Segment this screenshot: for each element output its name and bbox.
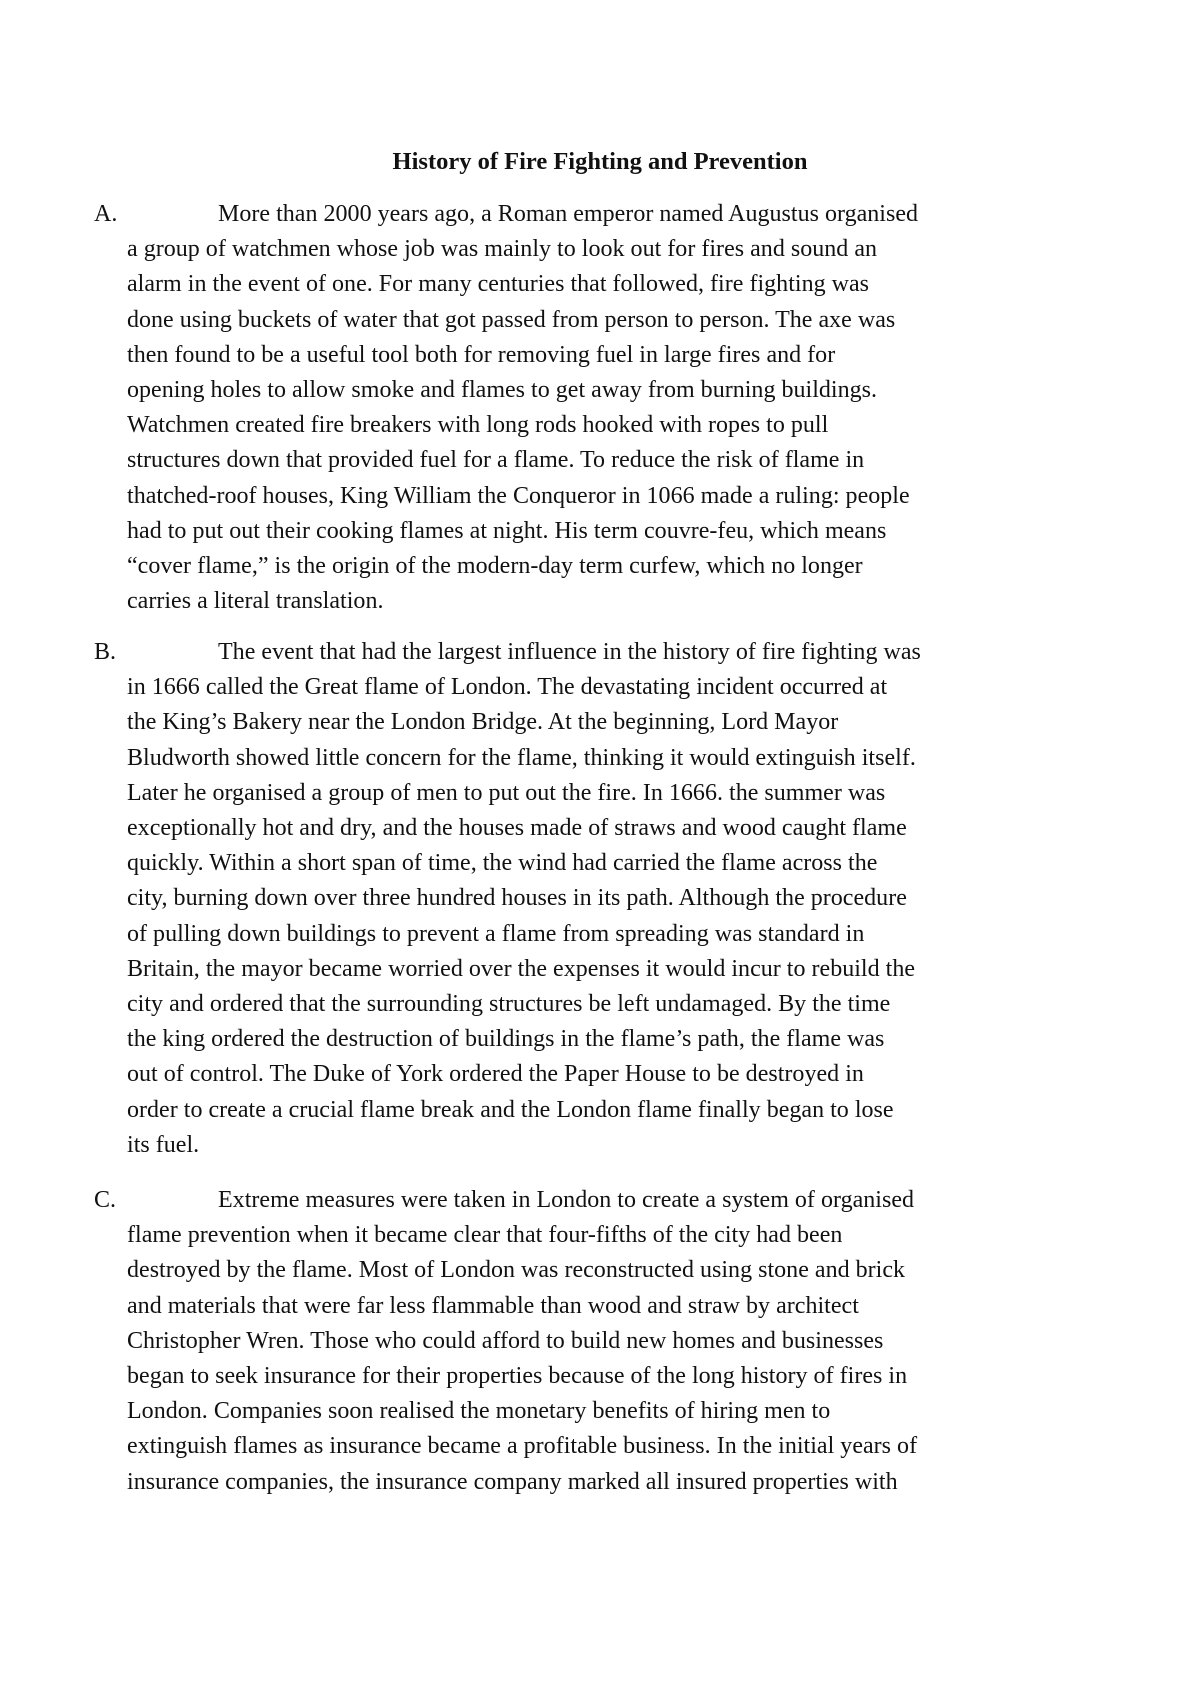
text-line: out of control. The Duke of York ordered the Paper House to be destroyed in xyxy=(127,1061,864,1088)
page-title: History of Fire Fighting and Prevention xyxy=(392,148,808,175)
text-line: a group of watchmen whose job was mainly to look out for fires and sound an xyxy=(127,236,878,263)
text-line: Watchmen created fire breakers with long rods hooked with ropes to pull xyxy=(127,412,829,439)
text-line: thatched-roof houses, King William the Conqueror in 1066 made a ruling: people xyxy=(127,482,910,509)
text-line: More than 2000 years ago, a Roman emperor named Augustus organised xyxy=(218,201,919,227)
section-marker: C. xyxy=(94,1187,117,1213)
text-line: destroyed by the flame. Most of London was reconstructed using stone and brick xyxy=(127,1257,906,1284)
text-line: its fuel. xyxy=(127,1131,200,1158)
section-b xyxy=(94,635,1074,1163)
text-line: extinguish flames as insurance became a profitable business. In the initial years of xyxy=(127,1433,918,1460)
text-line: began to seek insurance for their properties because of the long history of fires in xyxy=(127,1363,908,1390)
section-a xyxy=(94,197,1074,619)
text-line: the king ordered the destruction of buildings in the flame’s path, the flame was xyxy=(127,1026,885,1053)
text-line: Extreme measures were taken in London to create a system of organised xyxy=(218,1187,915,1213)
text-line: The event that had the largest influence in the history of fire fighting was xyxy=(218,639,921,665)
text-line: carries a literal translation. xyxy=(127,588,384,615)
text-line: opening holes to allow smoke and flames to get away from burning buildings. xyxy=(127,377,878,404)
text-line: quickly. Within a short span of time, the wind had carried the flame across the xyxy=(127,850,878,877)
text-line: order to create a crucial flame break and the London flame finally began to lose xyxy=(127,1096,894,1123)
section-c xyxy=(94,1183,1074,1500)
text-line: city, burning down over three hundred houses in its path. Although the procedure xyxy=(127,885,907,912)
text-line: of pulling down buildings to prevent a flame from spreading was standard in xyxy=(127,920,865,947)
text-line: done using buckets of water that got passed from person to person. The axe was xyxy=(127,306,896,333)
text-line: flame prevention when it became clear that four-fifths of the city had been xyxy=(127,1222,843,1249)
text-line: Bludworth showed little concern for the flame, thinking it would extinguish itself. xyxy=(127,744,916,771)
text-line: Later he organised a group of men to put out the fire. In 1666. the summer was xyxy=(127,779,886,806)
section-marker: A. xyxy=(94,201,118,227)
text-line: London. Companies soon realised the monetary benefits of hiring men to xyxy=(127,1398,831,1425)
text-line: insurance companies, the insurance company marked all insured properties with xyxy=(127,1468,898,1495)
section-paragraph xyxy=(127,1183,1074,1500)
text-line: in 1666 called the Great flame of London. The devastating incident occurred at xyxy=(127,674,888,701)
text-line: the King’s Bakery near the London Bridge. At the beginning, Lord Mayor xyxy=(127,709,839,736)
text-line: Britain, the mayor became worried over the expenses it would incur to rebuild the xyxy=(127,955,916,982)
text-line: and materials that were far less flammable than wood and straw by architect xyxy=(127,1292,859,1319)
section-paragraph xyxy=(127,635,1074,1163)
text-line: Christopher Wren. Those who could afford to build new homes and businesses xyxy=(127,1327,884,1354)
text-line: then found to be a useful tool both for removing fuel in large fires and for xyxy=(127,341,836,368)
text-line: city and ordered that the surrounding structures be left undamaged. By the time xyxy=(127,991,891,1018)
text-line: “cover flame,” is the origin of the modern-day term curfew, which no longer xyxy=(127,553,863,580)
text-line: had to put out their cooking flames at night. His term couvre-feu, which means xyxy=(127,517,887,544)
section-marker: B. xyxy=(94,639,117,665)
section-paragraph xyxy=(127,197,1074,619)
text-line: structures down that provided fuel for a flame. To reduce the risk of flame in xyxy=(127,447,865,474)
text-line: alarm in the event of one. For many centuries that followed, fire fighting was xyxy=(127,271,870,298)
text-line: exceptionally hot and dry, and the houses made of straws and wood caught flame xyxy=(127,815,907,842)
